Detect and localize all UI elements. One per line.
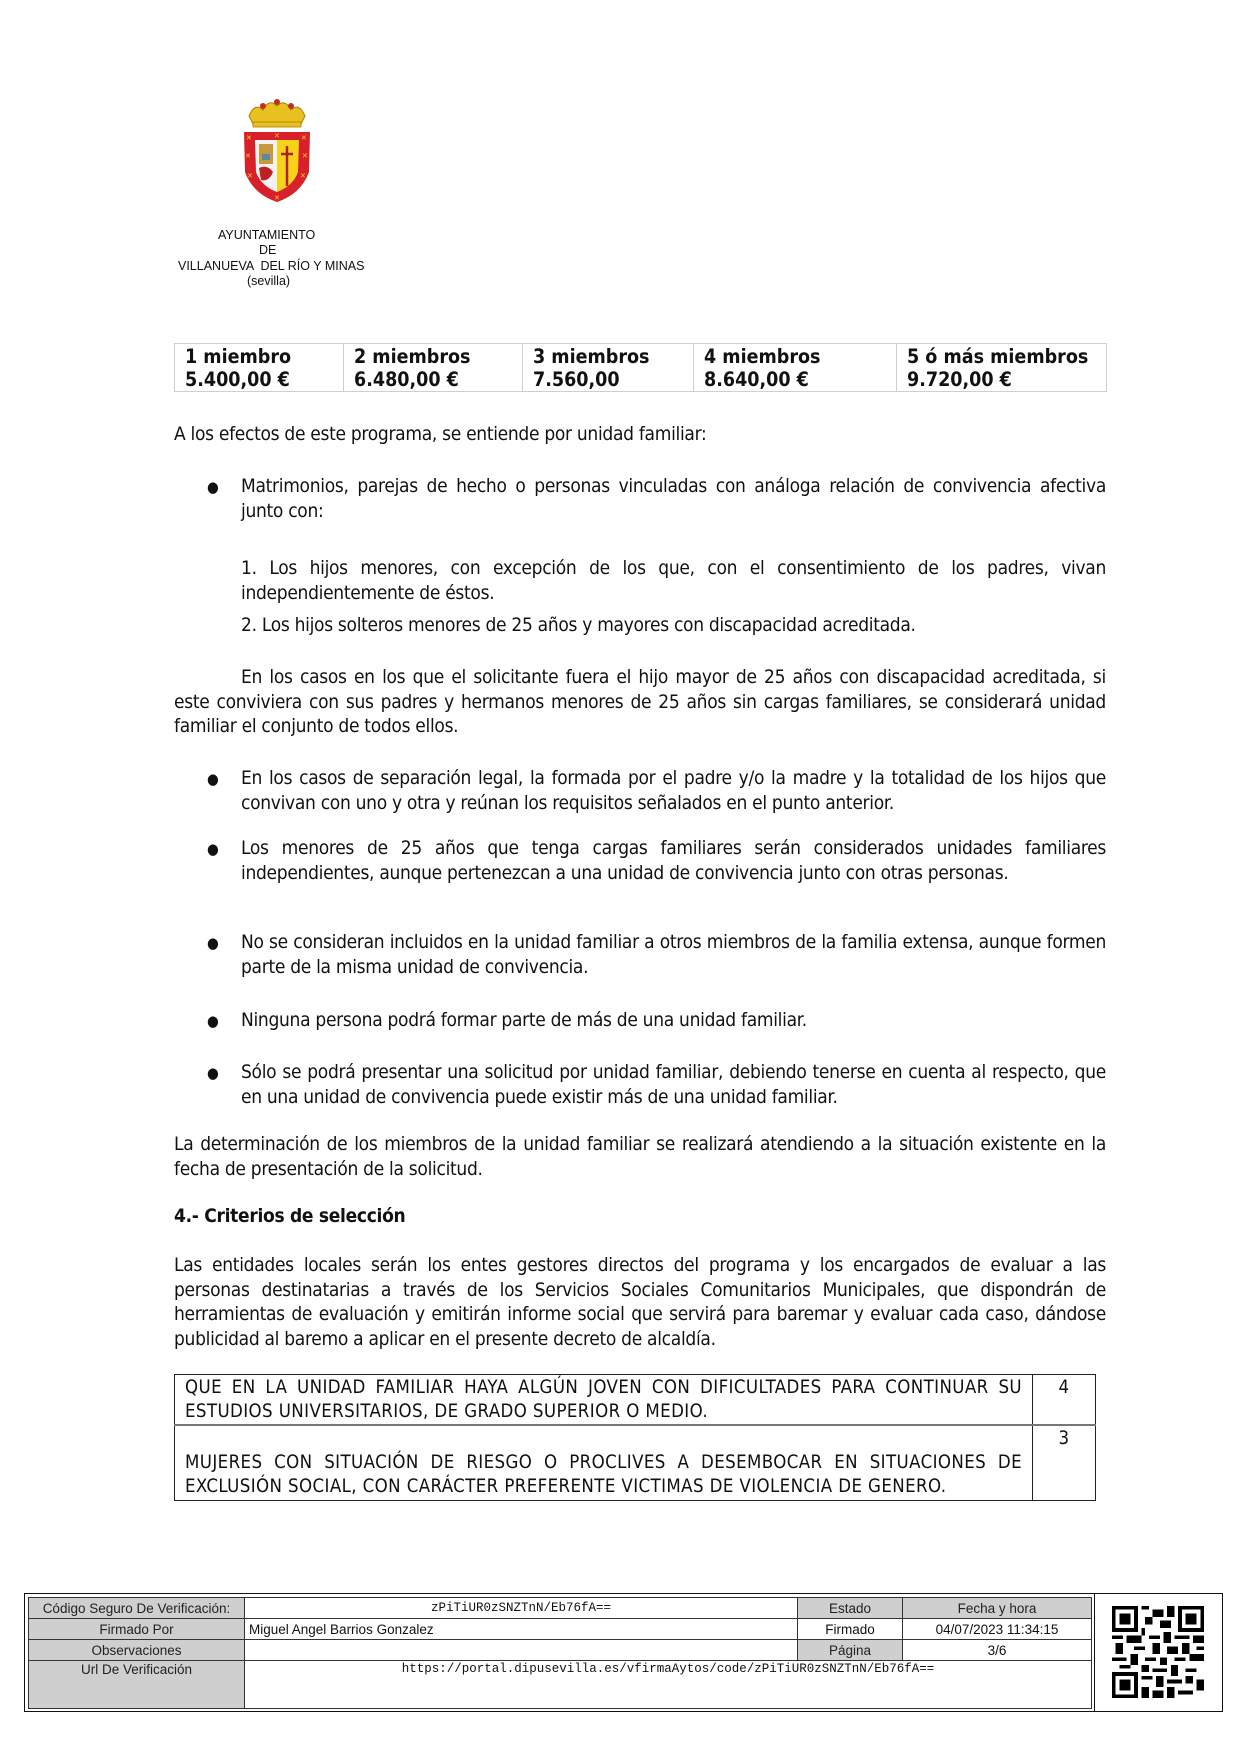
amount-value: 5.400,00 € [185,368,290,391]
letterhead-line-2: DE [259,243,277,257]
sub-item: 2. Los hijos solteros menores de 25 años y mayores con discapacidad acreditada. [241,614,916,636]
bullet-icon: ● [207,770,219,788]
table-cell [344,344,523,392]
table-row [29,1619,1092,1640]
income-threshold-table [174,343,1107,392]
pagina-value: 3/6 [903,1640,1092,1661]
letterhead-line-4: (sevilla) [247,274,291,288]
members-label: 2 miembros [354,345,471,368]
paragraph: Las entidades locales serán los entes gestores directos del programa y los encargados de evaluar a las personas destinatarias a través de los Servicios Sociales Comunitarios Municipales, que dispondrán de herramientas de evaluación y emitirán informe social que servirá para baremar y evaluar cada caso, dándose publicidad al baremo a aplicar en el presente decreto de alcaldía. [174,1254,1106,1350]
svg-text:✕: ✕ [246,134,252,142]
table-row [29,1598,1092,1619]
svg-text:✕: ✕ [274,194,280,202]
letterhead-line-1: AYUNTAMIENTO [218,228,316,242]
svg-text:✕: ✕ [247,172,253,180]
svg-text:✕: ✕ [301,134,307,142]
bullet-item: Sólo se podrá presentar una solicitud por unidad familiar, debiendo tenerse en cuenta al respecto, que en una unidad de convivencia puede existir más de una unidad familiar. [241,1061,1106,1108]
svg-text:✕: ✕ [274,132,280,140]
sub-item: 1. Los hijos menores, con excepción de los que, con el consentimiento de los padres, vivan independientemente de éstos. [241,557,1106,604]
paragraph: La determinación de los miembros de la unidad familiar se realizará atendiendo a la situación existente en la fecha de presentación de la solicitud. [174,1133,1106,1180]
amount-value: 9.720,00 € [907,368,1012,391]
selection-criteria-table [174,1374,1096,1501]
table-cell [523,344,694,392]
verification-url-link[interactable]: https://portal.dipusevilla.es/vfirmaAytos/code/zPiTiUR0zSNZTnN/Eb76fA== [245,1661,1092,1709]
bullet-icon: ● [207,840,219,858]
observaciones-label: Observaciones [29,1640,245,1661]
section-heading: 4.- Criterios de selección [174,1205,406,1227]
members-label: 1 miembro [185,345,292,368]
bullet-item: En los casos de separación legal, la formada por el padre y/o la madre y la totalidad de los hijos que convivan con uno y otra y reúnan los requisitos señalados en el punto anterior. [241,767,1106,814]
bullet-item: No se consideran incluidos en la unidad familiar a otros miembros de la familia extensa, aunque formen parte de la misma unidad de convivencia. [241,931,1106,978]
csv-label: Código Seguro De Verificación: [29,1598,245,1619]
table-row [175,1425,1096,1501]
criterion-description: QUE EN LA UNIDAD FAMILIAR HAYA ALGÚN JOVEN CON DIFICULTADES PARA CONTINUAR SU ESTUDIOS UNIVERSITARIOS, DE GRADO SUPERIOR O MEDIO. [175,1375,1033,1426]
amount-value: 7.560,00 [533,368,620,391]
amount-value: 6.480,00 € [354,368,459,391]
bullet-icon: ● [207,934,219,952]
bullet-item: Ninguna persona podrá formar parte de más de una unidad familiar. [241,1009,807,1031]
signature-table [28,1597,1092,1709]
bullet-item: Los menores de 25 años que tenga cargas familiares serán considerados unidades familiares independientes, aunque pertenezcan a una unidad de convivencia junto con otras personas. [241,837,1106,884]
qr-code-icon[interactable] [1112,1606,1204,1698]
svg-text:✕: ✕ [302,152,308,160]
members-label: 5 ó más miembros [907,345,1089,368]
fecha-label: Fecha y hora [903,1598,1092,1619]
letterhead-line-3: VILLANUEVA DEL RÍO Y MINAS [178,259,365,273]
svg-text:✕: ✕ [245,152,251,160]
url-label: Url De Verificación [29,1661,245,1709]
firmado-por-label: Firmado Por [29,1619,245,1640]
table-row [29,1640,1092,1661]
table-cell [897,344,1107,392]
criterion-points: 3 [1033,1425,1096,1501]
criterion-description: MUJERES CON SITUACIÓN DE RIESGO O PROCLIVES A DESEMBOCAR EN SITUACIONES DE EXCLUSIÓN SOCIAL, CON CARÁCTER PREFERENTE VICTIMAS DE VIOLENCIA DE GENERO. [175,1425,1033,1501]
table-cell [694,344,897,392]
observaciones-value [245,1640,798,1661]
table-row [175,1375,1096,1426]
bullet-item: Matrimonios, parejas de hecho o personas vinculadas con análoga relación de convivencia afectiva junto con: [241,475,1106,522]
table-row [175,344,1107,392]
pagina-label: Página [798,1640,903,1661]
bullet-icon: ● [207,1012,219,1030]
members-label: 4 miembros [704,345,821,368]
intro-paragraph: A los efectos de este programa, se entiende por unidad familiar: [174,423,707,445]
criterion-points: 4 [1033,1375,1096,1426]
estado-value: Firmado [798,1619,903,1640]
bullet-icon: ● [207,1064,219,1082]
coat-of-arms-icon [241,94,313,204]
bullet-icon: ● [207,478,219,496]
svg-text:✕: ✕ [300,172,306,180]
table-cell [175,344,344,392]
fecha-value: 04/07/2023 11:34:15 [903,1619,1092,1640]
estado-label: Estado [798,1598,903,1619]
amount-value: 8.640,00 € [704,368,809,391]
csv-value: zPiTiUR0zSNZTnN/Eb76fA== [245,1598,798,1619]
paragraph: En los casos en los que el solicitante fuera el hijo mayor de 25 años con discapacidad acreditada, si este conviviera con sus padres y hermanos menores de 25 años sin cargas familiares, se considerará unidad familiar el conjunto de todos ellos. [174,666,1106,737]
members-label: 3 miembros [533,345,650,368]
table-row [29,1661,1092,1709]
firmado-por-value: Miguel Angel Barrios Gonzalez [245,1619,798,1640]
